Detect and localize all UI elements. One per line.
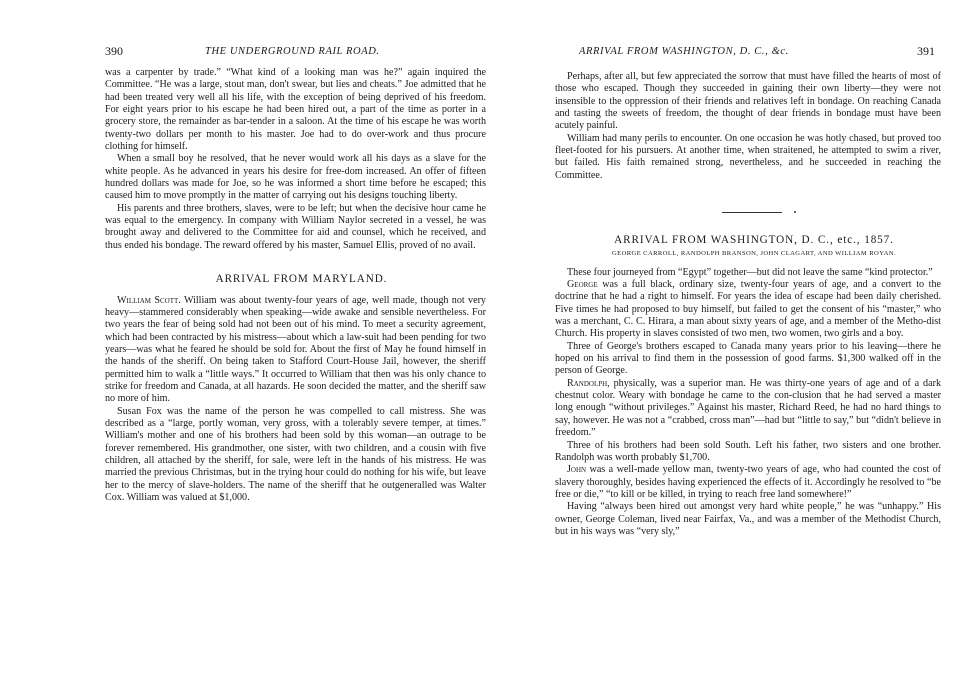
paragraph: Perhaps, after all, but few appreciated the sorrow that must have filled the hearts of most of those who escaped. Though they succeeded in gaining their own liberty—they were not insensible to the oppression of their friends and relatives left in bondage. On reaching Canada and tasting the sweets of freedom, the thought of dear friends in bondage must have been acutely painful. <box>555 71 941 132</box>
person-name: William Scott. <box>117 294 181 306</box>
right-page <box>490 0 980 684</box>
paragraph: Susan Fox was the name of the person he was compelled to call mistress. She was described as a “large, portly woman, very gross, with a tolerably severe temper, at times.” William's mother and one of his brothers had been sold by this woman—an outrage to be forever remembered. His grandmother, one sister, with two children, and a cousin with five children, all attached by the sheriff, for sale, were left in the hands of his mistress. He was married the previous Christmas, but in the trying hour could do nothing for his wife, but leave her to the mercy of slave-holders. The name of the sheriff that he outgeneralled was Walter Cox. William was valued at $1,000. <box>105 405 486 503</box>
paragraph: Three of his brothers had been sold South. Left his father, two sisters and one brother. Randolph was worth probably $1,700. <box>555 439 941 463</box>
paragraph-text: was a well-made yellow man, twenty-two years of age, who had counted the cost of slavery thoroughly, besides having experienced the effects of it. Accordingly he resolved to “be free or die,” “to kill or be killed, in trying to reach free land somewhere!” <box>555 464 941 500</box>
paragraph: These four journeyed from “Egypt” together—but did not leave the same “kind protector.” <box>567 266 933 278</box>
paragraph <box>555 378 941 440</box>
paragraph: William had many perils to encounter. On one occasion he was hotly chased, but proved too fleet-footed for his pursuers. At another time, when straitened, he attempted to swim a river, but failed. His faith remained strong, nevertheless, and he succeeded in reaching the Committee. <box>555 132 941 181</box>
paragraph: Three of George's brothers escaped to Canada many years prior to his leaving—there he hoped on his arrival to find them in the possession of good farms. $1,300 walked off in the person of George. <box>555 340 941 377</box>
paragraph: Having “always been hired out amongst very hard white people,” he was “unhappy.” His owner, George Coleman, lived near Fairfax, Va., and was a member of the Methodist Church, but in his ways was “very sly,” <box>555 501 941 537</box>
paragraph-text: was a full black, ordinary size, twenty-four years of age, and a convert to the doctrine that he had a right to himself. For years the idea of escape had been daily cherished. Five times he had proposed to buy himself, but failed to get the consent of his “master,” who was a merchant, C. C. Hirara, a man about sixty years of age, and a member of the Metho-dist Church. His property in slaves consisted of two men, two women, two girls and a boy. <box>555 279 941 340</box>
paragraph <box>555 279 941 341</box>
left-text-column <box>105 67 486 504</box>
person-name: George <box>567 279 598 291</box>
section-subtitle: GEORGE CARROLL, RANDOLPH BRANSON, JOHN CLAGART, AND WILLIAM ROYAN. <box>611 250 897 258</box>
divider-rule <box>722 212 782 213</box>
section-title: ARRIVAL FROM MARYLAND. <box>215 273 388 286</box>
right-text-column <box>555 234 941 538</box>
person-name: Randolph, <box>567 377 610 389</box>
person-name: John <box>567 464 587 476</box>
page-number: 390 <box>105 44 123 58</box>
page-number: 391 <box>917 44 935 58</box>
running-head: THE UNDERGROUND RAIL ROAD. <box>205 46 380 57</box>
paragraph: When a small boy he resolved, that he never would work all his days as a slave for the white people. As he advanced in years his desire for free-dom increased. An offer of fifteen hundred dollars was made for Joe, so he was informed a short time before he escaped; this caused him to move promptly in the matter of carrying out his designs touching liberty. <box>105 153 486 202</box>
paragraph: was a carpenter by trade.” “What kind of a looking man was he?” again inquired the Committee. “He was a large, stout man, don't swear, but lies and cheats.” Joe admitted that he had been treated very well all his life, with the exception of being deprived of his freedom. For eight years prior to his escape he had been hired out, a part of the time as porter in a grocery store, the remainder as bar-tender in a saloon. At the time of his escape he was worth twenty-two dollars per month to his master. Joe had to do over-work and thus procure clothing for himself. <box>105 67 486 153</box>
paragraph-text: William was about twenty-four years of age, well made, though not very heavy—stammered considerably when speaking—wide awake and sensible nevertheless. For two years the fear of being sold had not been out of his mind. To meet a security agreement, which had been contracted by his mistress—about which a law-suit had been pending for two years—was what he feared he should be sold for. About the first of May he found himself in the hands of the sheriff. On being taken to Stafford Court-House Jail, however, the sheriff permitted him to walk a “little ways.” It occurred to William that then was his only chance to strike for freedom and Canada, at all hazards. He soon decided the matter, and the sheriff saw no more of him. <box>105 294 486 405</box>
paragraph: His parents and three brothers, slaves, were to be left; but when the decisive hour came he was equal to the emergency. In company with William Naylor secreted in a vessel, he was brought away and delivered to the Committee for aid and counsel, which he received, and thus ended his bondage. The reward offered by his master, Samuel Ellis, proved of no avail. <box>105 202 486 251</box>
section-title: ARRIVAL FROM WASHINGTON, D. C., etc., 1857. <box>614 234 894 246</box>
right-text-column-top <box>555 71 941 182</box>
paragraph <box>555 464 941 501</box>
divider-dot <box>794 211 796 213</box>
paragraph-text: physically, was a superior man. He was thirty-one years of age and of a dark chestnut color. Weary with bondage he came to the con-clusion that he had served a master long enough “without privileges.” Against his master, Richard Reed, he had no hard things to say, however. He was not a “crabbed, cross man”—had but “little to say,” but “didn't believe in freedom.” <box>555 377 941 439</box>
paragraph <box>105 295 486 406</box>
running-head: ARRIVAL FROM WASHINGTON, D. C., &c. <box>579 46 789 57</box>
